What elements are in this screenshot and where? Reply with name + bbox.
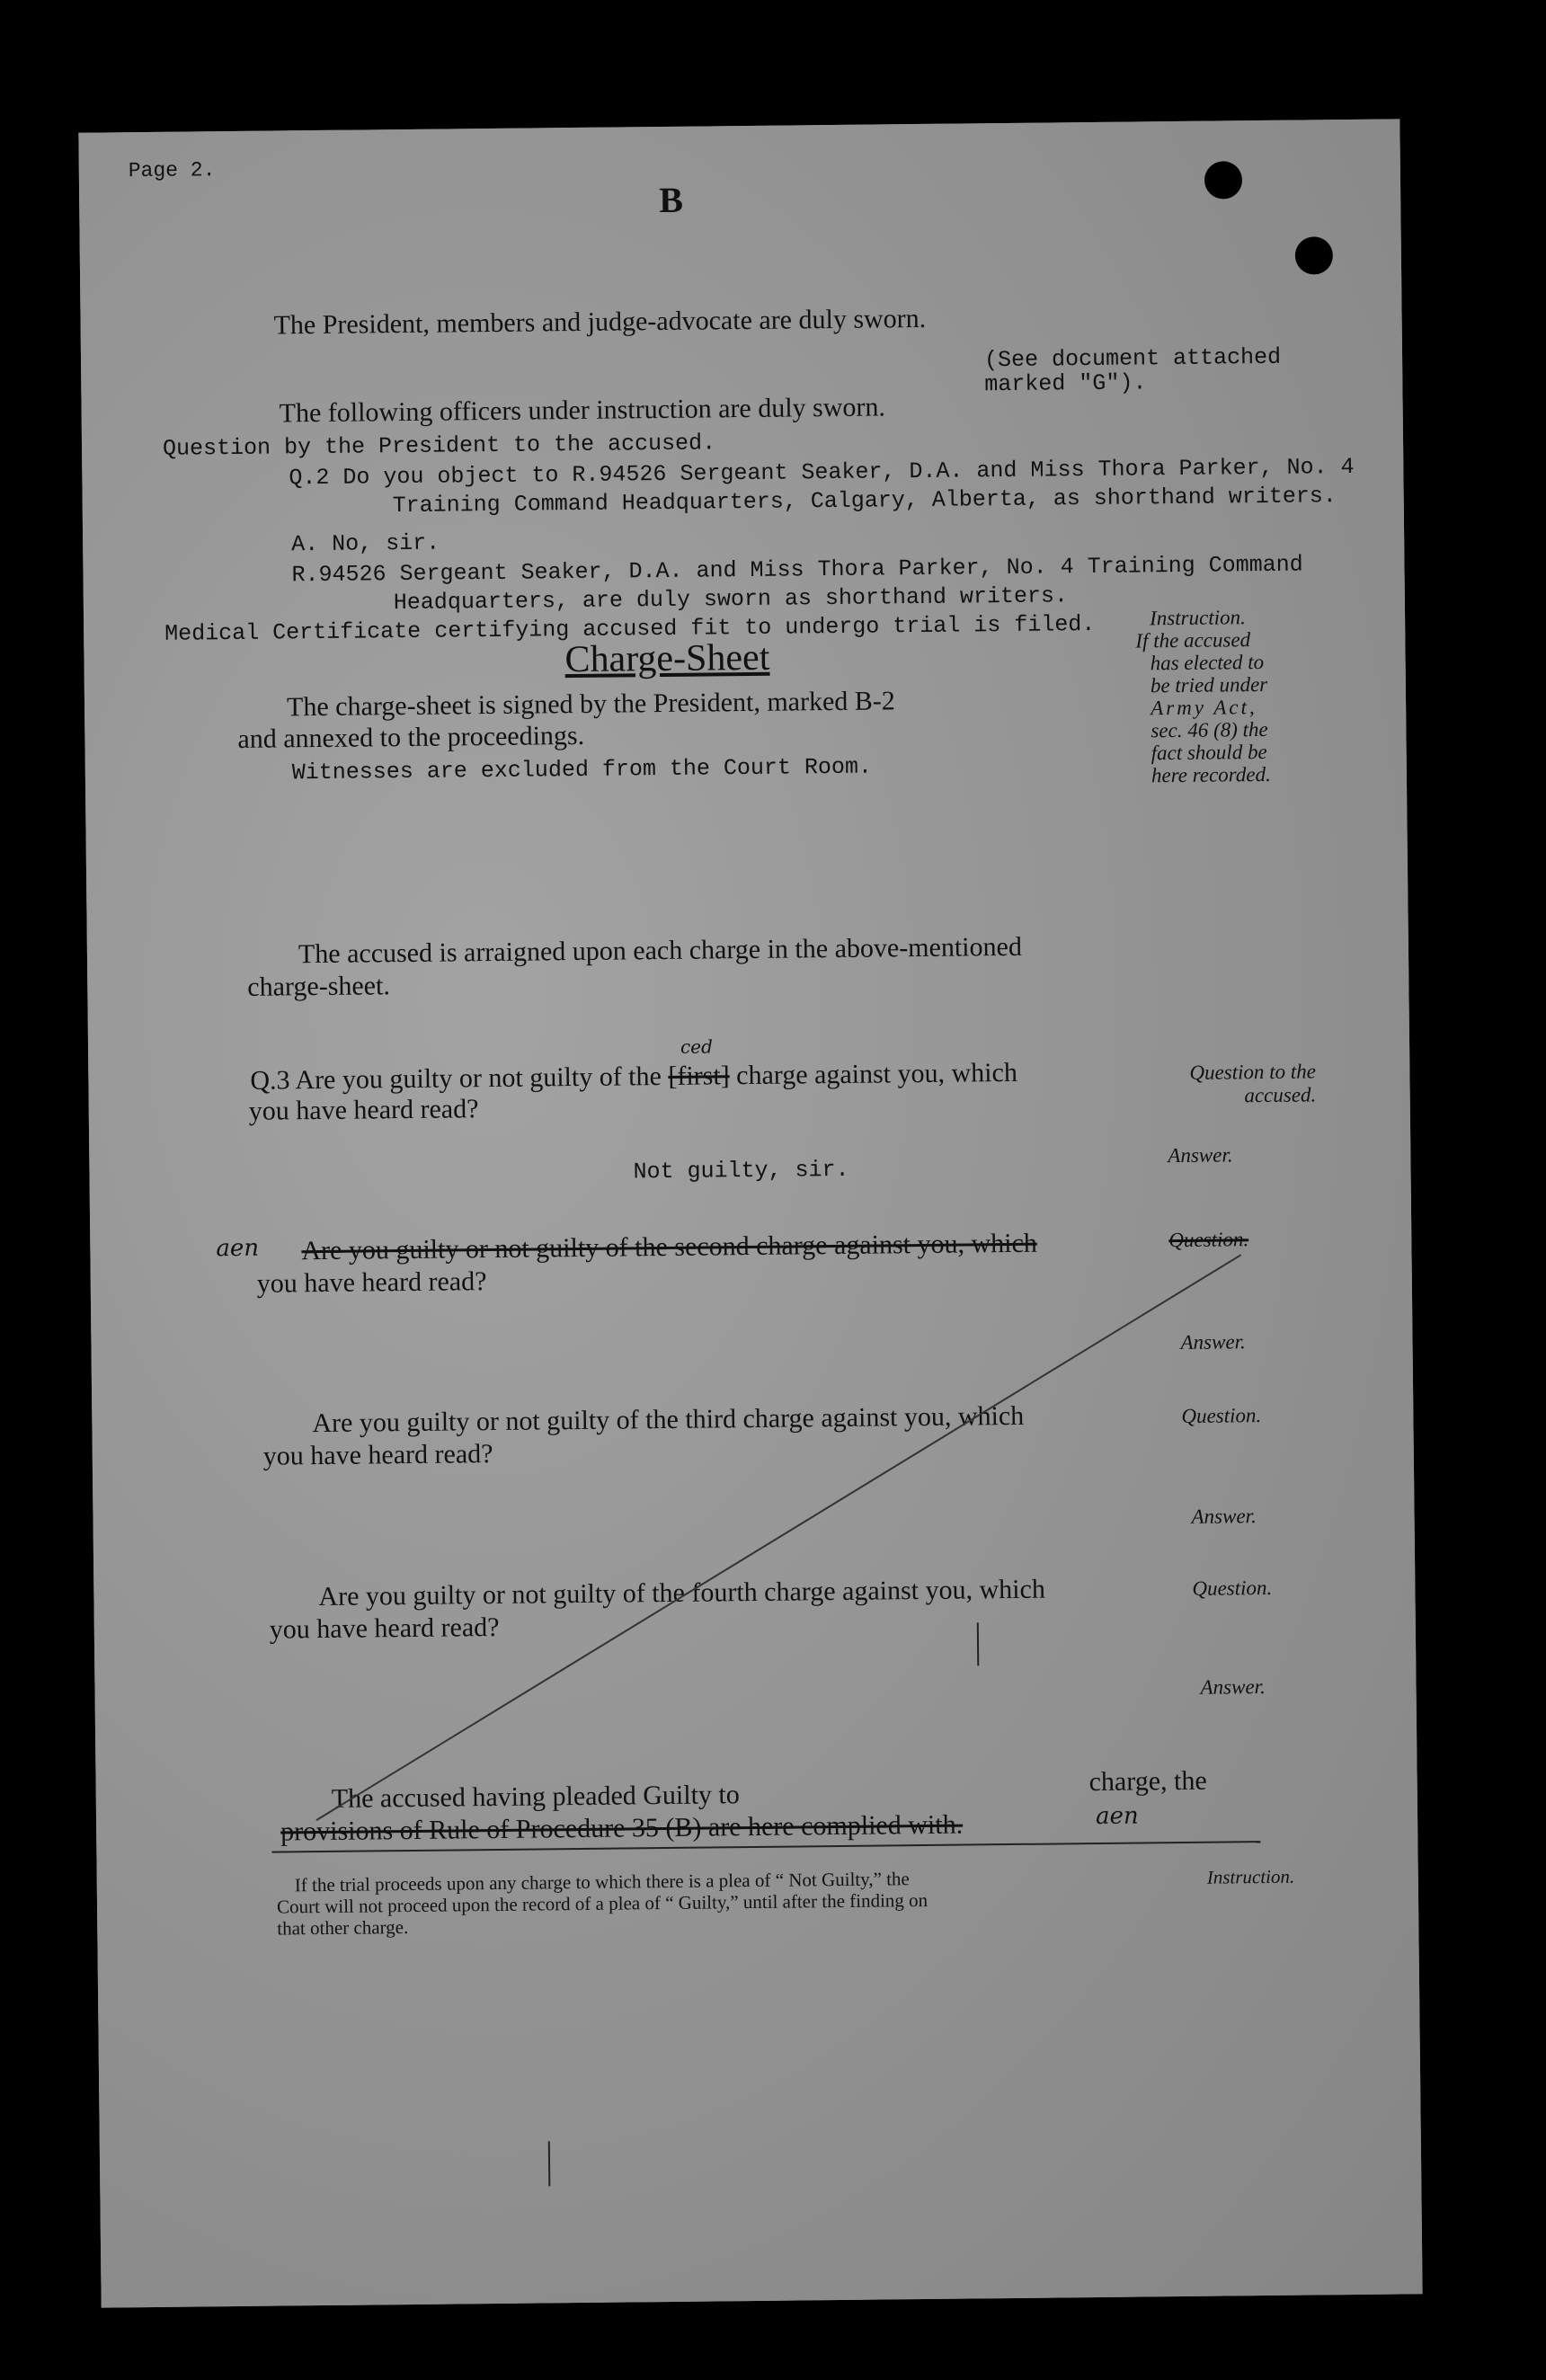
answer-label-second: Answer.	[1180, 1330, 1246, 1354]
instruction-line: has elected to	[1150, 650, 1265, 675]
sworn-writers-line-2: Headquarters, are duly sworn as shorthand writers.	[393, 582, 1069, 617]
instruction-line: be tried under	[1150, 672, 1268, 697]
q2-line-2: Training Command Headquarters, Calgary, Alberta, as shorthand writers.	[392, 483, 1337, 520]
pleaded-guilty-part-1: The accused having pleaded Guilty to	[331, 1780, 740, 1814]
question-label-third: Question.	[1181, 1404, 1262, 1427]
charge-sheet-heading: Charge-Sheet	[564, 636, 770, 681]
pleaded-guilty-struck-line: provisions of Rule of Procedure 35 (B) are here complied with.	[280, 1809, 964, 1847]
arraigned-line-1: The accused is arraigned upon each charge in the above-mentioned	[298, 931, 1023, 970]
diagonal-cancel-line	[311, 1255, 1247, 1820]
second-charge-line-1: Are you guilty or not guilty of the second charge against you, which	[301, 1228, 1037, 1266]
officers-line: The following officers under instruction are duly sworn.	[279, 392, 886, 429]
q3-line-2: you have heard read?	[248, 1094, 479, 1126]
question-label-second: Question.	[1168, 1228, 1249, 1252]
edge-mark	[549, 2141, 550, 2186]
question-by-president: Question by the President to the accused.	[162, 430, 716, 462]
medical-certificate: Medical Certificate certifying accused fit to undergo trial is filed.	[164, 610, 1096, 647]
answer-label-third: Answer.	[1191, 1505, 1257, 1528]
q3-prefix: Q.3 Are you guilty or not guilty of the	[250, 1061, 662, 1096]
instruction-line: If the accused	[1135, 628, 1251, 653]
third-charge-line-1: Are you guilty or not guilty of the third charge against you, which	[312, 1400, 1025, 1439]
q3-struck-word: [first]	[668, 1061, 730, 1091]
q2-line-1: Q.2 Do you object to R.94526 Sergeant Seaker, D.A. and Miss Thora Parker, No. 4	[289, 453, 1355, 492]
charge-sheet-signed-line-1: The charge-sheet is signed by the President, marked B-2	[286, 686, 895, 723]
second-charge-initials: aen	[216, 1234, 260, 1263]
fourth-charge-line-1: Are you guilty or not guilty of the fourth charge against you, which	[318, 1574, 1046, 1612]
section-letter: B	[658, 179, 684, 221]
witnesses-excluded: Witnesses are excluded from the Court Room.	[291, 753, 873, 786]
q3-side-label-line: Question to the	[1189, 1060, 1317, 1084]
arraigned-line-2: charge-sheet.	[247, 971, 391, 1002]
see-document-note-line: marked "G").	[984, 369, 1147, 398]
footnote-line-1: If the trial proceeds upon any charge to which there is a plea of “ Not Guilty,” the	[294, 1868, 910, 1896]
answer-label-fourth: Answer.	[1200, 1675, 1266, 1699]
answer-no-sir: A. No, sir.	[291, 529, 440, 558]
instruction-line: here recorded.	[1151, 762, 1271, 787]
charge-sheet-signed-line-2: and annexed to the proceedings.	[237, 720, 585, 754]
pleaded-guilty-part-2: charge, the	[1088, 1765, 1207, 1798]
footnote-line-3: that other charge.	[277, 1916, 409, 1940]
answer-label-q3: Answer.	[1168, 1143, 1233, 1168]
question-label-fourth: Question.	[1192, 1576, 1273, 1600]
third-charge-line-2: you have heard read?	[262, 1439, 493, 1471]
instruction-line: fact should be	[1151, 740, 1267, 765]
document-page	[78, 119, 1422, 2307]
see-document-note-line: (See document attached	[983, 343, 1282, 374]
cancellation-strokes	[78, 119, 1422, 2307]
instruction-line: sec. 46 (8) the	[1151, 717, 1268, 742]
sworn-writers-line-1: R.94526 Sergeant Seaker, D.A. and Miss Thora Parker, No. 4 Training Command	[291, 551, 1303, 589]
instruction-title: Instruction.	[1149, 606, 1246, 630]
footnote-instruction-label: Instruction.	[1206, 1865, 1295, 1888]
fourth-charge-line-2: you have heard read?	[269, 1612, 500, 1645]
second-charge-line-2: you have heard read?	[256, 1266, 487, 1299]
instruction-line: Army Act,	[1151, 696, 1257, 720]
q3-side-label-line: accused.	[1244, 1083, 1317, 1107]
pleaded-guilty-initials: aen	[1095, 1802, 1139, 1831]
page-label: Page 2.	[128, 158, 216, 183]
footnote-line-2: Court will not proceed upon the record of a plea of “ Guilty,” until after the finding on	[276, 1888, 928, 1918]
sworn-line: The President, members and judge-advocate are duly sworn.	[273, 303, 927, 341]
q3-inserted-word: ced	[680, 1035, 713, 1058]
not-guilty-answer: Not guilty, sir.	[633, 1156, 849, 1186]
q3-suffix: charge against you, which	[736, 1057, 1018, 1091]
